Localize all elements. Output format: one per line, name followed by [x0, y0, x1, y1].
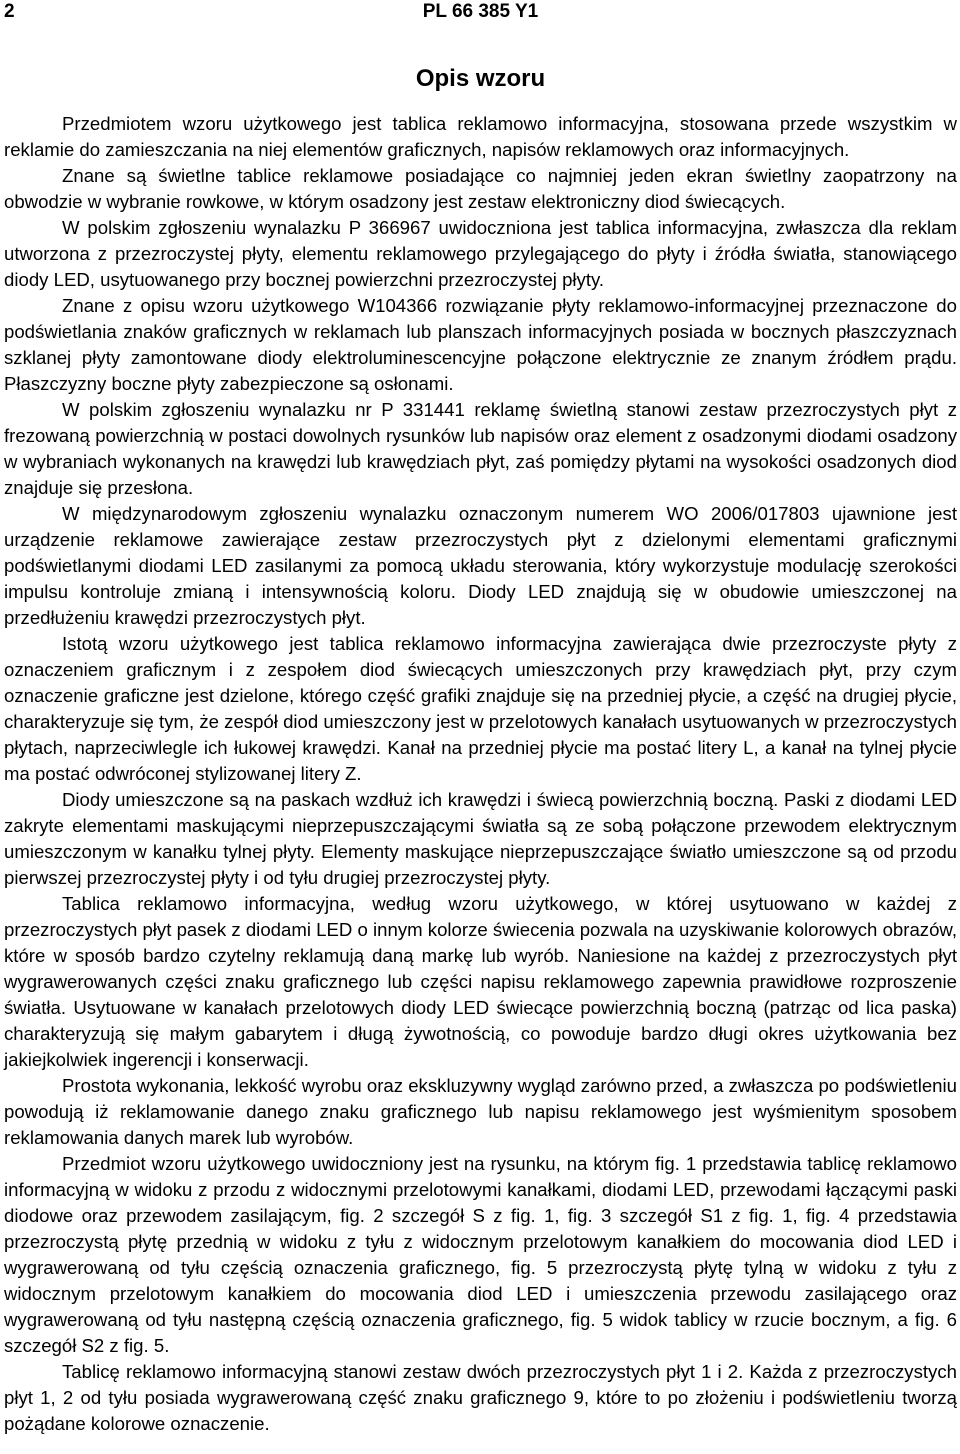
paragraph: Znane z opisu wzoru użytkowego W104366 rozwiązanie płyty reklamowo-informacyjnej przeznaczone do podświetlania znaków graficznych w reklamach lub planszach informacyjnych posiada w bocznych płaszczyznach szklanej płyty zamontowane diody elektroluminescencyjne połączone elektrycznie ze znanym źródłem prądu. Płaszczyzny boczne płyty zabezpieczone są osłonami.: [4, 295, 957, 394]
paragraph: W międzynarodowym zgłoszeniu wynalazku oznaczonym numerem WO 2006/017803 ujawnione jest urządzenie reklamowe zawierające zestaw przezroczystych płyt z dzielonymi elementami graficznymi podświetlanymi diodami LED zasilanymi za pomocą układu sterowania, który wykorzystuje modulację szerokości impulsu kontroluje zmianą i intensywnością koloru. Diody LED znajdują się w obudowie umieszczonej na przedłużeniu krawędzi przezroczystych płyt.: [4, 503, 957, 628]
paragraph: W polskim zgłoszeniu wynalazku nr P 331441 reklamę świetlną stanowi zestaw przezroczystych płyt z frezowaną powierzchnią w postaci dowolnych rysunków lub napisów oraz element z osadzonymi diodami osadzony w wybraniach wykonanych na krawędzi lub krawędziach płyt, zaś pomiędzy płytami na wysokości osadzonych diod znajduje się przesłona.: [4, 399, 957, 498]
description-body: [4, 111, 957, 1437]
section-title: Opis wzoru: [415, 65, 546, 92]
paragraph: Tablica reklamowo informacyjna, według wzoru użytkowego, w której usytuowano w każdej z przezroczystych płyt pasek z diodami LED o innym kolorze świecenia pozwala na uzyskiwanie kolorowych obrazów, które w sposób bardzo czytelny reklamują daną markę lub wyrób. Naniesione na każdej z przezroczystych płyt wygrawerowanych części znaku graficznego lub części napisu reklamowego zapewnia prawidłowe rozproszenie światła. Usytuowane w kanałach przelotowych diody LED świecące powierzchnią boczną (patrząc od lica paska) charakteryzują się małym gabarytem i długą żywotnością, co powoduje bardzo długi okres użytkowania bez jakiejkolwiek ingerencji i konserwacji.: [4, 893, 957, 1070]
paragraph: Tablicę reklamowo informacyjną stanowi zestaw dwóch przezroczystych płyt 1 i 2. Każda z przezroczystych płyt 1, 2 od tyłu posiada wygrawerowaną część znaku graficznego 9, które to po złożeniu i podświetleniu tworzą pożądane kolorowe oznaczenie.: [4, 1361, 957, 1434]
page-header: [4, 1, 957, 23]
paragraph: W polskim zgłoszeniu wynalazku P 366967 uwidoczniona jest tablica informacyjna, zwłaszcza dla reklam utworzona z przezroczystej płyty, elementu reklamowego przylegającego do płyty i źródła światła, stanowiącego diody LED, usytuowanego przy bocznej powierzchni przezroczystej płyty.: [4, 217, 957, 290]
paragraph: Znane są świetlne tablice reklamowe posiadające co najmniej jeden ekran świetlny zaopatrzony na obwodzie w wybranie rowkowe, w którym osadzony jest zestaw elektroniczny diod świecących.: [4, 165, 957, 212]
paragraph: Przedmiot wzoru użytkowego uwidoczniony jest na rysunku, na którym fig. 1 przedstawia tablicę reklamowo informacyjną w widoku z przodu z widocznymi przelotowymi kanałkami, diodami LED, przewodami łączącymi paski diodowe oraz przewodem zasilającym, fig. 2 szczegół S z fig. 1, fig. 3 szczegół S1 z fig. 1, fig. 4 przedstawia przezroczystą płytę przednią w widoku z tyłu z widocznym przelotowym kanałkiem do mocowania diod LED i wygrawerowaną od tyłu częścią oznaczenia graficznego, fig. 5 przezroczystą płytę tylną w widoku z tyłu z widocznym przelotowym kanałkiem do mocowania diod LED i umieszczenia przewodu zasilającego oraz wygrawerowaną od tyłu następną częścią oznaczenia graficznego, fig. 5 widok tablicy w rzucie bocznym, a fig. 6 szczegół S2 z fig. 5.: [4, 1153, 957, 1356]
page-number: 2: [4, 1, 15, 22]
paragraph: Przedmiotem wzoru użytkowego jest tablica reklamowo informacyjna, stosowana przede wszystkim w reklamie do zamieszczania na niej elementów graficznych, napisów reklamowych oraz informacyjnych.: [4, 113, 957, 160]
paragraph: Istotą wzoru użytkowego jest tablica reklamowo informacyjna zawierająca dwie przezroczyste płyty z oznaczeniem graficznym i z zespołem diod świecących umieszczonych przy krawędziach płyt, przy czym oznaczenie graficzne jest dzielone, którego część grafiki znajduje się na przedniej płycie, a część na drugiej płycie, charakteryzuje się tym, że zespół diod umieszczony jest w przelotowych kanałach usytuowanych w przezroczystych płytach, naprzeciwlegle ich łukowej krawędzi. Kanał na przedniej płycie ma postać litery L, a kanał na tylnej płycie ma postać odwróconej stylizowanej litery Z.: [4, 633, 957, 784]
paragraph: Diody umieszczone są na paskach wzdłuż ich krawędzi i świecą powierzchnią boczną. Paski z diodami LED zakryte elementami maskującymi nieprzepuszczającymi światła są ze sobą połączone przewodem elektrycznym umieszczonym w kanałku tylnej płyty. Elementy maskujące nieprzepuszczające światło umieszczone są od przodu pierwszej przezroczystej płyty i od tyłu drugiej przezroczystej płyty.: [4, 789, 957, 888]
paragraph: Prostota wykonania, lekkość wyrobu oraz ekskluzywny wygląd zarówno przed, a zwłaszcza po podświetleniu powodują iż reklamowanie danego znaku graficznego lub napisu reklamowego jest wyśmienitym sposobem reklamowania danych marek lub wyrobów.: [4, 1075, 957, 1148]
document-id: PL 66 385 Y1: [422, 1, 539, 22]
